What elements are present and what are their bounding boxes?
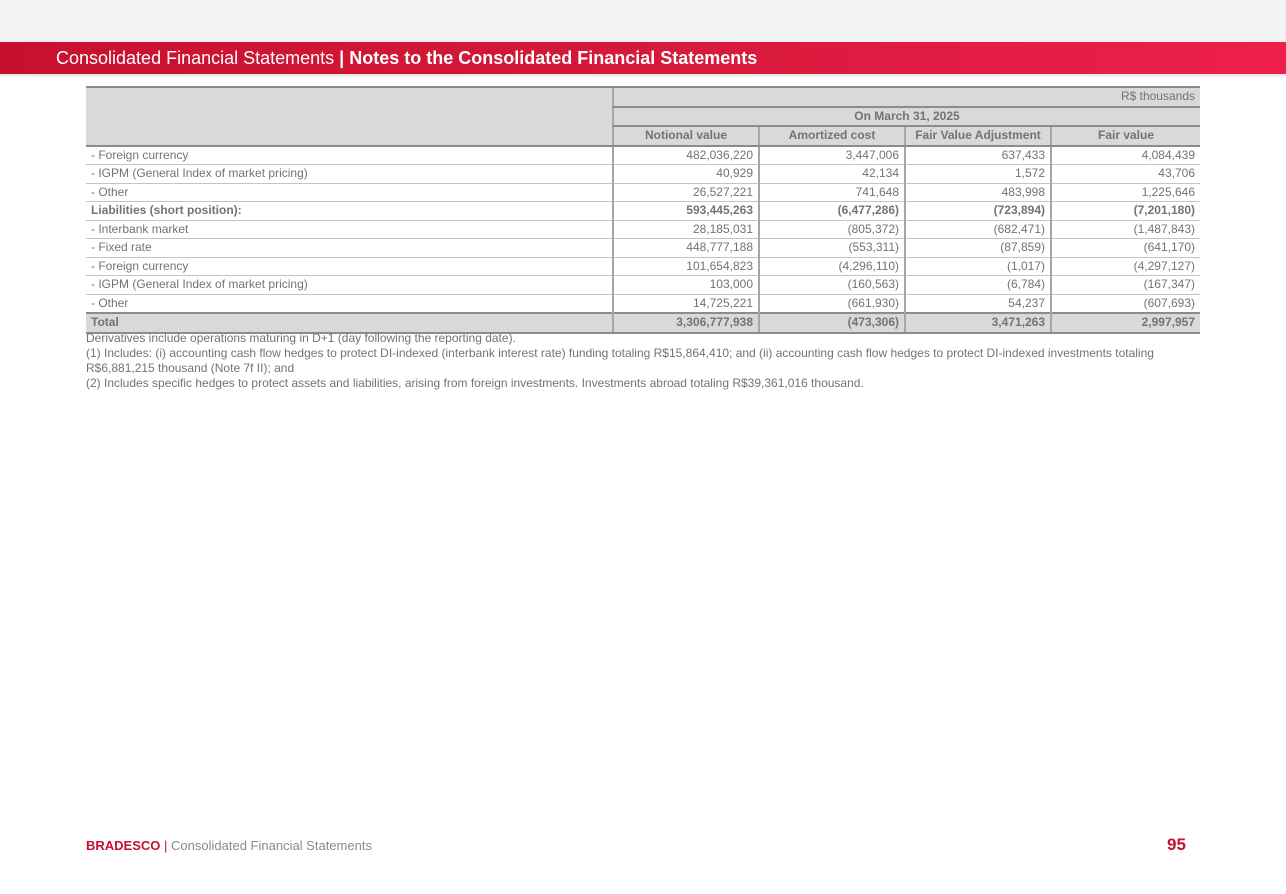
table-row-subtotal bbox=[86, 202, 1200, 221]
cell-value: (4,296,110) bbox=[759, 257, 905, 276]
table-row bbox=[86, 276, 1200, 295]
section-banner bbox=[0, 42, 1286, 74]
total-value: (473,306) bbox=[759, 313, 905, 333]
page-number: 95 bbox=[1167, 835, 1186, 854]
cell-value: 593,445,263 bbox=[613, 202, 759, 221]
table-row bbox=[86, 146, 1200, 165]
cell-value: (6,477,286) bbox=[759, 202, 905, 221]
column-header: Notional value bbox=[613, 126, 759, 146]
cell-value: 482,036,220 bbox=[613, 146, 759, 165]
cell-value: (1,017) bbox=[905, 257, 1051, 276]
section-title: Consolidated Financial Statements bbox=[56, 48, 335, 68]
cell-value: (682,471) bbox=[905, 220, 1051, 239]
cell-value: (553,311) bbox=[759, 239, 905, 258]
column-header: Fair Value Adjustment bbox=[905, 126, 1051, 146]
cell-value: 103,000 bbox=[613, 276, 759, 295]
cell-value: 1,225,646 bbox=[1051, 183, 1200, 202]
table-row bbox=[86, 294, 1200, 313]
cell-value: 448,777,188 bbox=[613, 239, 759, 258]
cell-value: (805,372) bbox=[759, 220, 905, 239]
column-header: Amortized cost bbox=[759, 126, 905, 146]
row-label: - Other bbox=[86, 183, 613, 202]
table-row bbox=[86, 183, 1200, 202]
row-label: - Foreign currency bbox=[86, 146, 613, 165]
header-blank-cell bbox=[86, 87, 613, 146]
cell-value: 42,134 bbox=[759, 165, 905, 184]
row-label: - IGPM (General Index of market pricing) bbox=[86, 165, 613, 184]
cell-value: (4,297,127) bbox=[1051, 257, 1200, 276]
row-label: - Other bbox=[86, 294, 613, 313]
brand-name: BRADESCO bbox=[86, 838, 161, 853]
table-row bbox=[86, 220, 1200, 239]
row-label: - Interbank market bbox=[86, 220, 613, 239]
cell-value: (1,487,843) bbox=[1051, 220, 1200, 239]
unit-label: R$ thousands bbox=[613, 87, 1200, 107]
row-label: Liabilities (short position): bbox=[86, 202, 613, 221]
total-value: 2,997,957 bbox=[1051, 313, 1200, 333]
total-value: 3,471,263 bbox=[905, 313, 1051, 333]
cell-value: (167,347) bbox=[1051, 276, 1200, 295]
total-value: 3,306,777,938 bbox=[613, 313, 759, 333]
cell-value: 3,447,006 bbox=[759, 146, 905, 165]
banner-separator: | bbox=[339, 48, 345, 68]
cell-value: 28,185,031 bbox=[613, 220, 759, 239]
row-label: - IGPM (General Index of market pricing) bbox=[86, 276, 613, 295]
cell-value: (7,201,180) bbox=[1051, 202, 1200, 221]
cell-value: 54,237 bbox=[905, 294, 1051, 313]
cell-value: (87,859) bbox=[905, 239, 1051, 258]
table-notes bbox=[86, 331, 1200, 391]
cell-value: (160,563) bbox=[759, 276, 905, 295]
derivatives-table bbox=[86, 86, 1200, 334]
footer-title: Consolidated Financial Statements bbox=[171, 838, 372, 853]
total-label: Total bbox=[86, 313, 613, 333]
table-row-total bbox=[86, 313, 1200, 333]
cell-value: 637,433 bbox=[905, 146, 1051, 165]
cell-value: 14,725,221 bbox=[613, 294, 759, 313]
cell-value: 40,929 bbox=[613, 165, 759, 184]
footer-separator: | bbox=[164, 838, 168, 853]
cell-value: (6,784) bbox=[905, 276, 1051, 295]
table-row bbox=[86, 165, 1200, 184]
page-footer bbox=[86, 838, 372, 853]
cell-value: (641,170) bbox=[1051, 239, 1200, 258]
cell-value: 26,527,221 bbox=[613, 183, 759, 202]
column-header: Fair value bbox=[1051, 126, 1200, 146]
note-line: (2) Includes specific hedges to protect assets and liabilities, arising from foreign investments. Investments abroad totaling R$39,361,016 thousand. bbox=[86, 376, 864, 390]
row-label: - Foreign currency bbox=[86, 257, 613, 276]
subsection-title: Notes to the Consolidated Financial Statements bbox=[349, 48, 758, 68]
cell-value: 43,706 bbox=[1051, 165, 1200, 184]
cell-value: (723,894) bbox=[905, 202, 1051, 221]
note-line: (1) Includes: (i) accounting cash flow hedges to protect DI-indexed (interbank interest rate) funding totaling R$15,864,410; and (ii) accounting cash flow hedges to protect DI-indexed investments totaling R$6,881,215 thousand (Note 7f II); and bbox=[86, 346, 1154, 375]
top-bar bbox=[0, 0, 1286, 42]
table-row bbox=[86, 257, 1200, 276]
cell-value: 4,084,439 bbox=[1051, 146, 1200, 165]
cell-value: 741,648 bbox=[759, 183, 905, 202]
note-line: Derivatives include operations maturing in D+1 (day following the reporting date). bbox=[86, 331, 516, 345]
cell-value: (607,693) bbox=[1051, 294, 1200, 313]
cell-value: (661,930) bbox=[759, 294, 905, 313]
cell-value: 101,654,823 bbox=[613, 257, 759, 276]
row-label: - Fixed rate bbox=[86, 239, 613, 258]
table-row bbox=[86, 239, 1200, 258]
period-label: On March 31, 2025 bbox=[613, 107, 1200, 127]
cell-value: 1,572 bbox=[905, 165, 1051, 184]
cell-value: 483,998 bbox=[905, 183, 1051, 202]
